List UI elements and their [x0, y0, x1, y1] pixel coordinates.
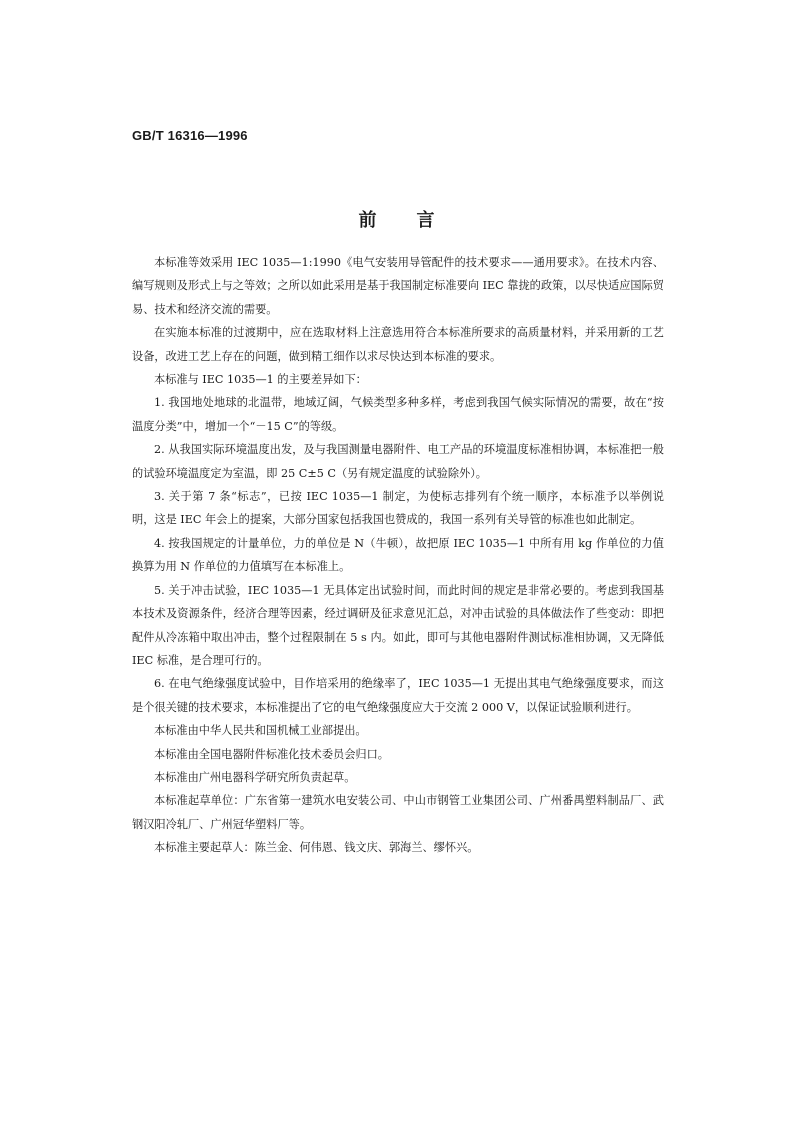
- foreword-body: [132, 251, 664, 860]
- difference-item-4: 4. 按我国规定的计量单位，力的单位是 N（牛顿），故把原 IEC 1035—1 中所有用 kg 作单位的力值换算为用 N 作单位的力值填写在本标准上。: [132, 536, 664, 574]
- paragraph-transition: 在实施本标准的过渡期中，应在选取材料上注意选用符合本标准所要求的高质量材料，并采用新的工艺设备，改进工艺上存在的问题，做到精工细作以求尽快达到本标准的要求。: [132, 326, 664, 363]
- paragraph-differences-heading: 本标准与 IEC 1035—1 的主要差异如下：: [154, 373, 367, 387]
- paragraph-proposed-by: 本标准由中华人民共和国机械工业部提出。: [154, 724, 367, 738]
- difference-item-2: 2. 从我国实际环境温度出发，及与我国测量电器附件、电工产品的环境温度标准相协调，本标准把一般的试验环境温度定为室温，即 25 C±5 C（另有规定温度的试验除外）。: [132, 443, 664, 480]
- difference-item-5: 5. 关于冲击试验，IEC 1035—1 无具体定出试验时间，而此时间的规定是非常必要的。考虑到我国基本技术及资源条件，经济合理等因素，经过调研及征求意见汇总，对冲击试验的具体做法作了些变动：即把配件从冷冻箱中取出冲击，整个过程限制在 5 s 内。如此，即可与其他电器附件测试标准相协调，又无降低 IEC 标准，是合理可行的。: [132, 583, 664, 667]
- title-char-2: 言: [416, 210, 435, 231]
- paragraph-drafting-units: 本标准起草单位：广东省第一建筑水电安装公司、中山市钢管工业集团公司、广州番禺塑料制品厂、武钢汉阳冷轧厂、广州冠华塑料厂等。: [132, 794, 664, 831]
- page-title: [0, 204, 793, 234]
- title-char-1: 前: [358, 210, 377, 231]
- difference-item-6: 6. 在电气绝缘强度试验中，目作培采用的绝缘率了，IEC 1035—1 无提出其电气绝缘强度要求，而这是个很关键的技术要求，本标准提出了它的电气绝缘强度应大于交流 2 000 V，以保证试验顺利进行。: [132, 677, 664, 714]
- paragraph-managed-by: 本标准由全国电器附件标准化技术委员会归口。: [154, 747, 389, 761]
- difference-item-1: 1. 我国地处地球的北温带，地域辽阔，气候类型多种多样，考虑到我国气候实际情况的需要，故在“按温度分类”中，增加一个“－15 C”的等级。: [132, 396, 664, 433]
- difference-item-3: 3. 关于第 7 条“标志”，已按 IEC 1035—1 制定，为使标志排列有个统一顺序，本标准予以举例说明，这是 IEC 年会上的提案，大部分国家包括我国也赞成的，我国一系列有关导管的标准也如此制定。: [132, 490, 664, 527]
- paragraph-drafted-by: 本标准由广州电器科学研究所负责起草。: [154, 770, 356, 784]
- paragraph-intro: 本标准等效采用 IEC 1035—1:1990《电气安装用导管配件的技术要求——通用要求》。在技术内容、编写规则及形式上与之等效；之所以如此采用是基于我国制定标准要向 IEC 靠拢的政策，以尽快适应国际贸易、技术和经济交流的需要。: [132, 256, 664, 316]
- paragraph-main-drafters: 本标准主要起草人：陈兰金、何伟恩、钱文庆、郭海兰、缪怀兴。: [154, 841, 479, 855]
- document-code: GB/T 16316—1996: [132, 128, 248, 143]
